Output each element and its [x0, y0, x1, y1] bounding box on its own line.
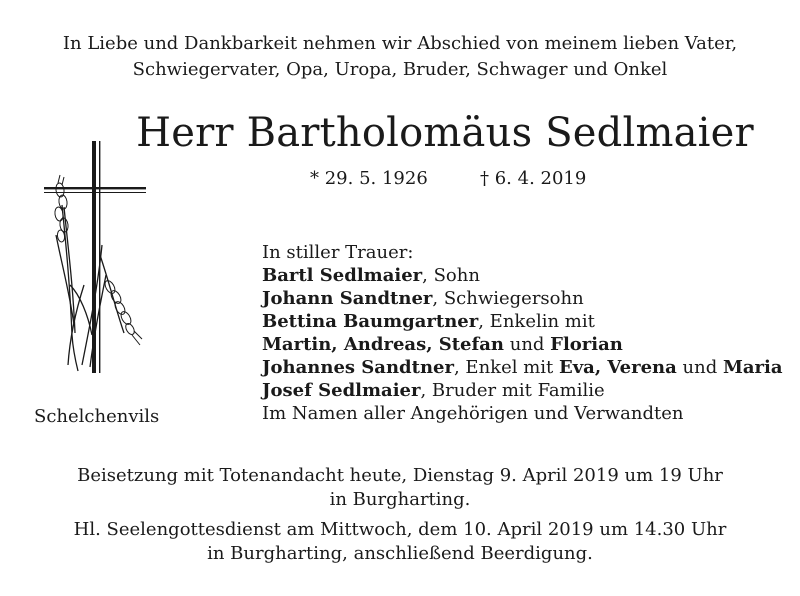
- intro-line-1: In Liebe und Dankbarkeit nehmen wir Abschied von meinem lieben Vater,: [62, 33, 738, 54]
- mourner-row: [262, 379, 783, 402]
- burial-notice: [40, 464, 760, 512]
- mourner-name: Bartl Sedlmaier: [262, 265, 423, 286]
- mourner-row: [262, 333, 783, 356]
- mourner-relation: , Bruder mit Familie: [420, 380, 605, 401]
- mourner-name: Johann Sandtner: [262, 288, 433, 309]
- mourner-name: Bettina Baumgartner: [262, 311, 479, 332]
- mourner-relation: , Sohn: [422, 265, 480, 286]
- mourner-row: [262, 356, 783, 379]
- deceased-name: Herr Bartholomäus Sedlmaier: [136, 110, 754, 156]
- mourner-name: Florian: [550, 334, 623, 355]
- mourner-name: Martin, Andreas, Stefan: [262, 334, 505, 355]
- cross-with-wheat-icon: [40, 135, 160, 385]
- intro-text: [40, 31, 760, 83]
- burial-notice-line-2: in Burgharting.: [329, 489, 471, 510]
- mourner-relation: , Enkel mit: [453, 357, 559, 378]
- mourners-closing: Im Namen aller Angehörigen und Verwandten: [262, 403, 684, 424]
- mourner-name: Maria: [722, 357, 783, 378]
- mass-notice-line-1: Hl. Seelengottesdienst am Mittwoch, dem 10. April 2019 um 14.30 Uhr: [73, 519, 727, 540]
- place-name: Schelchenvils: [34, 406, 160, 427]
- mourner-conjunction: und: [504, 334, 551, 355]
- mourner-relation: , Schwiegersohn: [432, 288, 584, 309]
- burial-notice-line-1: Beisetzung mit Totenandacht heute, Dienstag 9. April 2019 um 19 Uhr: [77, 465, 723, 486]
- mass-notice-line-2: in Burgharting, anschließend Beerdigung.: [207, 543, 593, 564]
- death-date: † 6. 4. 2019: [480, 168, 587, 189]
- mourner-conjunction: und: [676, 357, 723, 378]
- mourner-name: Eva, Verena: [558, 357, 677, 378]
- mass-notice: [40, 518, 760, 566]
- mourner-row: [262, 264, 783, 287]
- mourners-heading: In stiller Trauer:: [262, 242, 414, 263]
- mourner-name: Josef Sedlmaier: [262, 380, 421, 401]
- birth-date: * 29. 5. 1926: [310, 168, 428, 189]
- intro-line-2: Schwiegervater, Opa, Uropa, Bruder, Schwager und Onkel: [132, 59, 668, 80]
- mourner-row: [262, 287, 783, 310]
- mourners-list: [262, 241, 783, 425]
- mourner-row: [262, 310, 783, 333]
- mourner-name: Johannes Sandtner: [262, 357, 454, 378]
- mourner-relation: , Enkelin mit: [478, 311, 595, 332]
